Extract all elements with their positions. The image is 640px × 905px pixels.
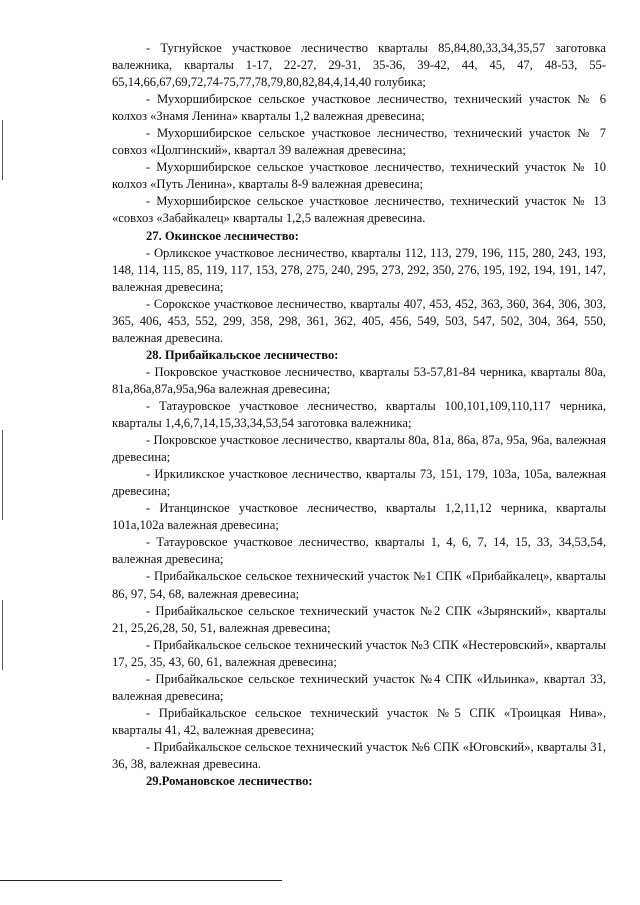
list-item-paragraph: - Итанцинское участковое лесничество, кварталы 1,2,11,12 черника, кварталы 101а,102а валежная древесина; xyxy=(112,501,606,533)
list-item-paragraph: - Мухоршибирское сельское участковое лесничество, технический участок № 13 «совхоз «Забайкалец» кварталы 1,2,5 валежная древесина. xyxy=(112,194,606,226)
list-item-paragraph: - Покровское участковое лесничество, кварталы 80а, 81а, 86а, 87а, 95а, 96а, валежная древесина; xyxy=(112,433,606,465)
list-item-paragraph: - Тугнуйское участковое лесничество кварталы 85,84,80,33,34,35,57 заготовка валежника, кварталы 1-17, 22-27, 29-31, 35-36, 39-42, 44, 45, 47, 48-53, 55-65,14,66,67,69,72,74-75,77,78,79,80,82,84,4,14,40 голубика; xyxy=(112,41,606,90)
section-heading: 29.Романовское лесничество: xyxy=(146,774,313,789)
scan-edge-mark xyxy=(2,120,3,180)
list-item-paragraph: - Покровское участковое лесничество, кварталы 53-57,81-84 черника, кварталы 80а, 81а,86а,87а,95а,96а валежная древесина; xyxy=(112,364,606,396)
list-item-paragraph: - Татауровское участковое лесничество, кварталы 1, 4, 6, 7, 14, 15, 33, 34,53,54, валежная древесина; xyxy=(112,535,606,567)
list-item-paragraph: - Иркиликское участковое лесничество, кварталы 73, 151, 179, 103а, 105а, валежная древесина; xyxy=(112,467,606,499)
list-item-paragraph: - Мухоршибирское сельское участковое лесничество, технический участок № 6 колхоз «Знамя Ленина» кварталы 1,2 валежная древесина; xyxy=(112,92,606,124)
list-item-paragraph: - Прибайкальское сельское технический участок №4 СПК «Ильинка», квартал 33, валежная древесина; xyxy=(112,671,606,703)
scan-edge-mark xyxy=(2,600,3,670)
list-item-paragraph: - Прибайкальское сельское технический участок №1 СПК «Прибайкалец», кварталы 86, 97, 54, 68, валежная древесина; xyxy=(112,569,606,601)
list-item-paragraph: - Мухоршибирское сельское участковое лесничество, технический участок № 7 совхоз «Цолгинский», квартал 39 валежная древесина; xyxy=(112,126,606,158)
list-item-paragraph: - Сорокское участковое лесничество, кварталы 407, 453, 452, 363, 360, 364, 306, 303, 365, 406, 453, 552, 299, 358, 298, 361, 362, 405, 456, 549, 503, 547, 502, 304, 364, 550, валежная древесина. xyxy=(112,296,606,345)
footer-rule xyxy=(0,880,282,881)
document-body xyxy=(112,40,606,790)
section-heading: 27. Окинское лесничество: xyxy=(146,228,299,243)
section-heading: 28. Прибайкальское лесничество: xyxy=(146,347,339,362)
list-item-paragraph: - Мухоршибирское сельское участковое лесничество, технический участок № 10 колхоз «Путь Ленина», кварталы 8-9 валежная древесина; xyxy=(112,160,606,192)
list-item-paragraph: - Прибайкальское сельское технический участок №6 СПК «Юговский», кварталы 31, 36, 38, валежная древесина. xyxy=(112,739,606,771)
list-item-paragraph: - Орликское участковое лесничество, кварталы 112, 113, 279, 196, 115, 280, 243, 193, 148, 114, 115, 85, 119, 117, 153, 278, 275, 240, 295, 273, 292, 350, 276, 195, 192, 194, 191, 147, валежная древесина; xyxy=(112,245,606,294)
list-item-paragraph: - Прибайкальское сельское технический участок №2 СПК «Зырянский», кварталы 21, 25,26,28, 50, 51, валежная древесина; xyxy=(112,603,606,635)
list-item-paragraph: - Татауровское участковое лесничество, кварталы 100,101,109,110,117 черника, кварталы 1,4,6,7,14,15,33,34,53,54 заготовка валежника; xyxy=(112,398,606,431)
list-item-paragraph: - Прибайкальское сельское технический участок №3 СПК «Нестеровский», кварталы 17, 25, 35, 43, 60, 61, валежная древесина; xyxy=(112,637,606,669)
list-item-paragraph: - Прибайкальское сельское технический участок №5 СПК «Троицкая Нива», кварталы 41, 42, валежная древесина; xyxy=(112,705,606,737)
scan-edge-mark xyxy=(2,430,3,520)
